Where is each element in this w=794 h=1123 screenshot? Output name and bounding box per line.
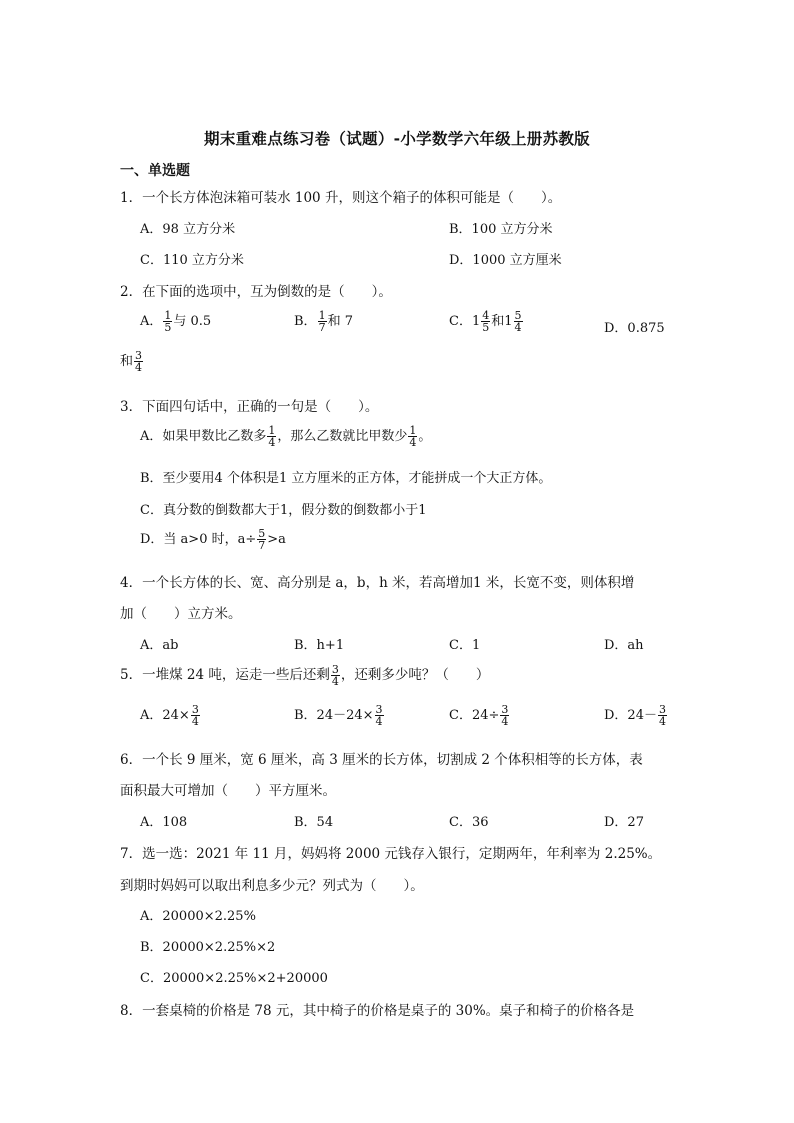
q2-a-suffix: 与 0.5 xyxy=(173,314,212,329)
q6-option-c[interactable]: C．36 xyxy=(449,815,489,830)
q2-a-fraction xyxy=(163,310,172,333)
q3-a-num-1: 1 xyxy=(268,424,276,437)
q3-a-fraction-2 xyxy=(408,425,417,448)
q2-c-fraction-1 xyxy=(481,310,490,333)
q3-a-den-2: 4 xyxy=(409,436,417,449)
q2-b-prefix: B． xyxy=(294,314,317,329)
question-1-stem: 1．一个长方体泡沫箱可装水 100 升，则这个箱子的体积可能是（ ）。 xyxy=(120,190,562,206)
q5-stem-num: 3 xyxy=(331,663,339,676)
q2-option-d[interactable]: D．0.875 xyxy=(604,321,665,336)
q7-option-c[interactable]: C．20000×2.25%×2+20000 xyxy=(140,971,328,986)
q2-d-num: 3 xyxy=(135,349,143,362)
q5-a-den: 4 xyxy=(191,715,199,728)
q3-a-suffix: 。 xyxy=(418,429,432,444)
q3-option-b[interactable]: B．至少要用4 个体积是1 立方厘米的正方体，才能拼成一个大正方体。 xyxy=(140,471,552,486)
q3-d-suffix: >a xyxy=(267,532,286,547)
q7-option-a[interactable]: A．20000×2.25% xyxy=(140,909,256,924)
question-2-stem: 2．在下面的选项中，互为倒数的是（ ）。 xyxy=(120,284,392,300)
q5-stem-fraction xyxy=(331,664,340,687)
q5-stem-suffix: ，还剩多少吨？（ ） xyxy=(340,667,490,683)
q3-option-c[interactable]: C．真分数的倒数都大于1，假分数的倒数都小于1 xyxy=(140,503,427,518)
q2-c-prefix: C．1 xyxy=(449,314,481,329)
q5-b-den: 4 xyxy=(375,715,383,728)
q5-c-fraction xyxy=(500,704,509,727)
q2-d-den: 4 xyxy=(135,361,143,374)
q4-option-b[interactable]: B．h+1 xyxy=(294,638,345,653)
q2-a-prefix: A． xyxy=(140,314,163,329)
question-4-stem-line-1: 4．一个长方体的长、宽、高分别是 a，b，h 米，若高增加1 米，长宽不变，则体积增 xyxy=(120,575,635,591)
page-title: 期末重难点练习卷（试题）-小学数学六年级上册苏教版 xyxy=(204,130,590,148)
q6-option-a[interactable]: A．108 xyxy=(140,815,188,830)
question-8-stem-line-1: 8．一套桌椅的价格是 78 元，其中椅子的价格是桌子的 30%。桌子和椅子的价格各是 xyxy=(120,1003,635,1019)
question-4-stem-line-2: 加（ ）立方米。 xyxy=(120,606,242,622)
q1-option-b[interactable]: B．100 立方分米 xyxy=(449,222,553,237)
q2-c-fraction-2 xyxy=(514,310,523,333)
q5-stem-prefix: 5．一堆煤 24 吨，运走一些后还剩 xyxy=(120,667,330,683)
q2-b-fraction xyxy=(318,310,327,333)
question-6-stem-line-1: 6．一个长 9 厘米，宽 6 厘米，高 3 厘米的长方体，切割成 2 个体积相等的长方体，表 xyxy=(120,752,643,768)
q2-c-num-1: 4 xyxy=(482,309,490,322)
question-7-stem-line-1: 7．选一选：2021 年 11 月，妈妈将 2000 元钱存入银行，定期两年，年利率为 2.25%。 xyxy=(120,846,662,862)
q2-d-fraction xyxy=(134,350,143,373)
q3-d-num: 5 xyxy=(258,527,266,540)
question-3-stem: 3．下面四句话中，正确的一句是（ ）。 xyxy=(120,399,379,415)
q3-a-num-2: 1 xyxy=(409,424,417,437)
q6-option-b[interactable]: B．54 xyxy=(294,815,334,830)
q5-b-prefix: B．24－24× xyxy=(294,708,374,723)
q5-a-prefix: A．24× xyxy=(140,708,190,723)
q1-option-d[interactable]: D．1000 立方厘米 xyxy=(449,253,562,268)
q2-b-den: 7 xyxy=(318,321,326,334)
q2-c-num-2: 5 xyxy=(514,309,522,322)
question-7-stem-line-2: 到期时妈妈可以取出利息多少元？列式为（ ）。 xyxy=(120,878,424,894)
q2-b-suffix: 和 7 xyxy=(327,314,353,329)
q5-a-num: 3 xyxy=(191,703,199,716)
q2-option-c[interactable] xyxy=(449,310,524,333)
q4-option-c[interactable]: C．1 xyxy=(449,638,481,653)
q5-c-num: 3 xyxy=(501,703,509,716)
q2-option-a[interactable] xyxy=(140,310,211,333)
q5-d-den: 4 xyxy=(658,715,666,728)
q3-option-d[interactable] xyxy=(140,528,286,551)
q5-b-fraction xyxy=(375,704,384,727)
q5-b-num: 3 xyxy=(375,703,383,716)
q2-a-num: 1 xyxy=(164,309,172,322)
q5-a-fraction xyxy=(191,704,200,727)
q2-option-d-continuation xyxy=(120,350,144,373)
q3-a-den-1: 4 xyxy=(268,436,276,449)
q3-d-den: 7 xyxy=(258,539,266,552)
question-6-stem-line-2: 面积最大可增加（ ）平方厘米。 xyxy=(120,783,336,799)
q5-c-prefix: C．24÷ xyxy=(449,708,500,723)
q5-stem-den: 4 xyxy=(331,675,339,688)
q3-a-prefix: A．如果甲数比乙数多 xyxy=(140,429,267,444)
q5-option-b[interactable] xyxy=(294,704,385,727)
q5-c-den: 4 xyxy=(501,715,509,728)
q5-option-a[interactable] xyxy=(140,704,201,727)
q2-c-den-2: 4 xyxy=(514,321,522,334)
q1-option-c[interactable]: C．110 立方分米 xyxy=(140,253,244,268)
q5-d-fraction xyxy=(658,704,667,727)
q2-c-middle: 和1 xyxy=(491,314,513,329)
q6-option-d[interactable]: D．27 xyxy=(604,815,644,830)
q5-option-d[interactable] xyxy=(604,704,668,727)
q3-a-middle: ，那么乙数就比甲数少 xyxy=(277,429,408,444)
q5-d-prefix: D．24－ xyxy=(604,708,657,723)
q5-option-c[interactable] xyxy=(449,704,510,727)
q5-d-num: 3 xyxy=(658,703,666,716)
q3-d-fraction xyxy=(257,528,266,551)
question-5-stem xyxy=(120,663,489,687)
q4-option-a[interactable]: A．ab xyxy=(140,638,179,653)
q3-a-fraction-1 xyxy=(267,425,276,448)
q2-d-prefix: 和 xyxy=(120,354,134,369)
q1-option-a[interactable]: A．98 立方分米 xyxy=(140,222,236,237)
q2-c-den-1: 5 xyxy=(482,321,490,334)
q7-option-b[interactable]: B．20000×2.25%×2 xyxy=(140,940,276,955)
q3-d-prefix: D．当 a>0 时，a÷ xyxy=(140,532,257,547)
q2-option-b[interactable] xyxy=(294,310,353,333)
q2-b-num: 1 xyxy=(318,309,326,322)
q3-option-a[interactable] xyxy=(140,425,431,448)
q2-a-den: 5 xyxy=(164,321,172,334)
section-heading: 一、单选题 xyxy=(120,163,190,179)
q4-option-d[interactable]: D．ah xyxy=(604,638,644,653)
